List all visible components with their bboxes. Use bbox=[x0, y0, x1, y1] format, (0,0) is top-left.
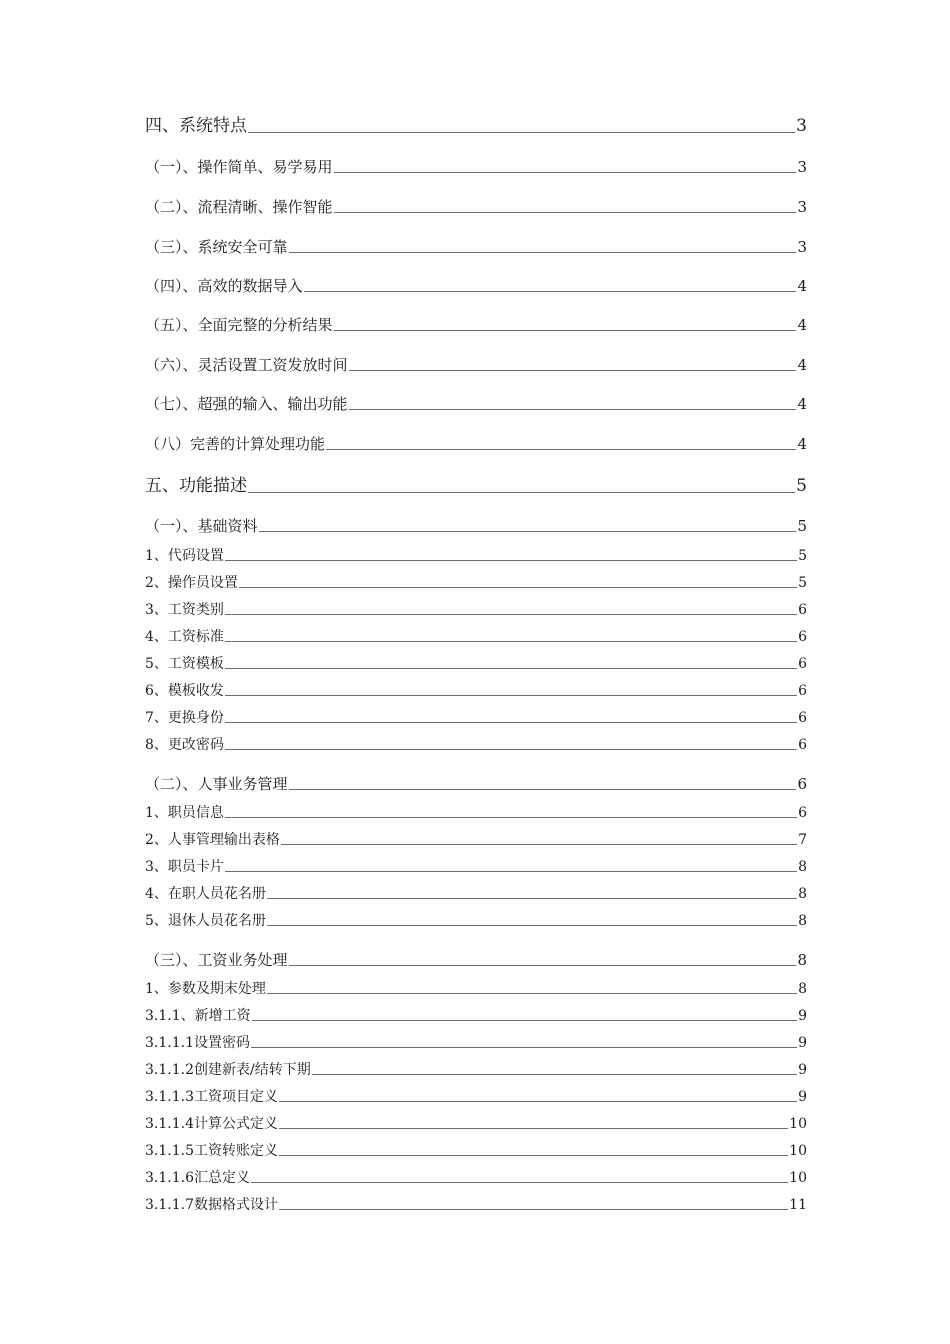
toc-page-number: 6 bbox=[798, 629, 807, 645]
toc-entry[interactable] bbox=[145, 1171, 807, 1185]
toc-page-number: 9 bbox=[798, 1062, 807, 1078]
toc-page-number: 9 bbox=[798, 1089, 807, 1105]
toc-entry[interactable] bbox=[145, 982, 807, 996]
toc-entry[interactable] bbox=[145, 738, 807, 752]
toc-entry-label: 6、模板收发 bbox=[145, 683, 224, 699]
toc-page-number: 3 bbox=[797, 158, 807, 176]
toc-entry-label: （六）、灵活设置工资发放时间 bbox=[145, 356, 348, 374]
toc-leader-line bbox=[225, 722, 797, 723]
toc-leader-line bbox=[225, 871, 797, 872]
toc-leader-line bbox=[281, 844, 797, 845]
toc-page-number: 11 bbox=[789, 1197, 807, 1213]
toc-leader-line bbox=[326, 449, 796, 450]
toc-page-number: 4 bbox=[797, 277, 807, 295]
toc-entry[interactable] bbox=[145, 887, 807, 901]
toc-leader-line bbox=[334, 172, 797, 173]
toc-leader-line bbox=[267, 925, 797, 926]
toc-leader-line bbox=[334, 212, 797, 213]
toc-entry-label: 5、工资模板 bbox=[145, 656, 224, 672]
toc-page-number: 6 bbox=[797, 775, 807, 793]
toc-page-number: 3 bbox=[797, 198, 807, 216]
table-of-contents bbox=[145, 0, 807, 1344]
toc-leader-line bbox=[267, 993, 797, 994]
toc-entry[interactable] bbox=[145, 1009, 807, 1023]
toc-page-number: 6 bbox=[798, 710, 807, 726]
toc-page-number: 5 bbox=[797, 517, 807, 535]
toc-entry[interactable] bbox=[145, 1063, 807, 1077]
toc-entry-label: 四、系统特点 bbox=[145, 116, 247, 136]
toc-leader-line bbox=[225, 614, 797, 615]
toc-entry[interactable] bbox=[145, 478, 807, 495]
toc-page-number: 5 bbox=[798, 575, 807, 591]
toc-page-number: 9 bbox=[798, 1008, 807, 1024]
toc-entry-label: 1、代码设置 bbox=[145, 548, 224, 564]
toc-entry-label: （三）、系统安全可靠 bbox=[145, 238, 288, 256]
toc-leader-line bbox=[289, 965, 797, 966]
toc-leader-line bbox=[349, 370, 797, 371]
toc-entry-label: 1、参数及期末处理 bbox=[145, 981, 266, 997]
toc-entry[interactable] bbox=[145, 358, 807, 373]
toc-page-number: 6 bbox=[798, 656, 807, 672]
toc-leader-line bbox=[334, 330, 797, 331]
toc-entry[interactable] bbox=[145, 549, 807, 563]
toc-entry[interactable] bbox=[145, 200, 807, 215]
toc-entry-label: 3、工资类别 bbox=[145, 602, 224, 618]
toc-entry[interactable] bbox=[145, 1198, 807, 1212]
toc-page-number: 6 bbox=[798, 737, 807, 753]
toc-entry-label: 8、更改密码 bbox=[145, 737, 224, 753]
toc-entry[interactable] bbox=[145, 684, 807, 698]
toc-leader-line bbox=[252, 1020, 797, 1021]
toc-leader-line bbox=[225, 749, 797, 750]
toc-leader-line bbox=[279, 1209, 788, 1210]
toc-entry-label: （一）、基础资料 bbox=[145, 517, 258, 535]
toc-leader-line bbox=[267, 898, 797, 899]
toc-page-number: 10 bbox=[789, 1116, 807, 1132]
toc-leader-line bbox=[251, 1182, 788, 1183]
toc-leader-line bbox=[239, 587, 797, 588]
toc-entry[interactable] bbox=[145, 279, 807, 294]
toc-entry[interactable] bbox=[145, 397, 807, 412]
toc-entry-label: 4、工资标准 bbox=[145, 629, 224, 645]
toc-page-number: 10 bbox=[789, 1170, 807, 1186]
toc-entry-label: 1、职员信息 bbox=[145, 805, 224, 821]
toc-page-number: 8 bbox=[798, 981, 807, 997]
toc-page-number: 7 bbox=[798, 832, 807, 848]
toc-entry[interactable] bbox=[145, 603, 807, 617]
toc-leader-line bbox=[225, 695, 797, 696]
toc-leader-line bbox=[279, 1128, 788, 1129]
toc-entry[interactable] bbox=[145, 860, 807, 874]
toc-leader-line bbox=[248, 132, 795, 133]
toc-entry[interactable] bbox=[145, 519, 807, 534]
toc-entry[interactable] bbox=[145, 1036, 807, 1050]
toc-page-number: 6 bbox=[798, 805, 807, 821]
toc-entry[interactable] bbox=[145, 318, 807, 333]
toc-page-number: 4 bbox=[797, 435, 807, 453]
toc-entry-label: （五）、全面完整的分析结果 bbox=[145, 316, 333, 334]
toc-entry[interactable] bbox=[145, 806, 807, 820]
toc-entry[interactable] bbox=[145, 118, 807, 135]
toc-page-number: 4 bbox=[797, 316, 807, 334]
toc-entry-label: 3.1.1.6汇总定义 bbox=[145, 1170, 250, 1186]
toc-leader-line bbox=[225, 668, 797, 669]
toc-page-number: 8 bbox=[798, 913, 807, 929]
toc-entry[interactable] bbox=[145, 711, 807, 725]
toc-leader-line bbox=[259, 531, 797, 532]
toc-leader-line bbox=[248, 492, 795, 493]
toc-entry[interactable] bbox=[145, 953, 807, 968]
toc-page-number: 10 bbox=[789, 1143, 807, 1159]
toc-leader-line bbox=[279, 1101, 797, 1102]
toc-entry-label: 3.1.1、新增工资 bbox=[145, 1008, 251, 1024]
toc-entry-label: 5、退休人员花名册 bbox=[145, 913, 266, 929]
toc-entry-label: 2、人事管理输出表格 bbox=[145, 832, 280, 848]
toc-leader-line bbox=[225, 560, 797, 561]
toc-entry[interactable] bbox=[145, 657, 807, 671]
toc-entry[interactable] bbox=[145, 160, 807, 175]
toc-page-number: 9 bbox=[798, 1035, 807, 1051]
toc-entry[interactable] bbox=[145, 1090, 807, 1104]
toc-entry[interactable] bbox=[145, 1144, 807, 1158]
toc-page-number: 8 bbox=[797, 951, 807, 969]
toc-entry-label: 3.1.1.3工资项目定义 bbox=[145, 1089, 278, 1105]
toc-entry[interactable] bbox=[145, 1117, 807, 1131]
toc-entry-label: （二）、流程清晰、操作智能 bbox=[145, 198, 333, 216]
toc-entry[interactable] bbox=[145, 777, 807, 792]
toc-entry-label: 4、在职人员花名册 bbox=[145, 886, 266, 902]
toc-page-number: 5 bbox=[796, 476, 807, 496]
toc-leader-line bbox=[349, 409, 797, 410]
toc-entry[interactable] bbox=[145, 630, 807, 644]
toc-page-number: 5 bbox=[798, 548, 807, 564]
toc-entry-label: 3.1.1.1设置密码 bbox=[145, 1035, 250, 1051]
toc-entry[interactable] bbox=[145, 914, 807, 928]
toc-leader-line bbox=[312, 1074, 797, 1075]
toc-entry-label: （二）、人事业务管理 bbox=[145, 775, 288, 793]
toc-entry-label: 3.1.1.4计算公式定义 bbox=[145, 1116, 278, 1132]
toc-leader-line bbox=[279, 1155, 788, 1156]
toc-leader-line bbox=[289, 252, 797, 253]
toc-entry-label: 3.1.1.2创建新表/结转下期 bbox=[145, 1062, 311, 1078]
toc-entry-label: 五、功能描述 bbox=[145, 476, 247, 496]
toc-page-number: 8 bbox=[798, 859, 807, 875]
toc-entry-label: （三）、工资业务处理 bbox=[145, 951, 288, 969]
toc-leader-line bbox=[304, 291, 797, 292]
toc-page-number: 3 bbox=[797, 238, 807, 256]
toc-page-number: 4 bbox=[797, 395, 807, 413]
toc-page-number: 8 bbox=[798, 886, 807, 902]
toc-entry-label: （四）、高效的数据导入 bbox=[145, 277, 303, 295]
toc-entry-label: （八）完善的计算处理功能 bbox=[145, 435, 326, 453]
toc-page-number: 3 bbox=[796, 116, 807, 136]
toc-leader-line bbox=[225, 817, 797, 818]
toc-leader-line bbox=[251, 1047, 797, 1048]
toc-entry-label: 3.1.1.5工资转账定义 bbox=[145, 1143, 278, 1159]
toc-entry-label: 3.1.1.7数据格式设计 bbox=[145, 1197, 278, 1213]
toc-entry-label: 7、更换身份 bbox=[145, 710, 224, 726]
toc-page-number: 4 bbox=[797, 356, 807, 374]
toc-entry[interactable] bbox=[145, 437, 807, 452]
toc-entry[interactable] bbox=[145, 240, 807, 255]
toc-leader-line bbox=[289, 789, 797, 790]
toc-entry-label: 3、职员卡片 bbox=[145, 859, 224, 875]
toc-page-number: 6 bbox=[798, 683, 807, 699]
toc-entry-label: （一）、操作简单、易学易用 bbox=[145, 158, 333, 176]
toc-entry-label: （七）、超强的输入、输出功能 bbox=[145, 395, 348, 413]
toc-entry[interactable] bbox=[145, 576, 807, 590]
toc-entry[interactable] bbox=[145, 833, 807, 847]
toc-page-number: 6 bbox=[798, 602, 807, 618]
toc-entry-label: 2、操作员设置 bbox=[145, 575, 238, 591]
toc-leader-line bbox=[225, 641, 797, 642]
